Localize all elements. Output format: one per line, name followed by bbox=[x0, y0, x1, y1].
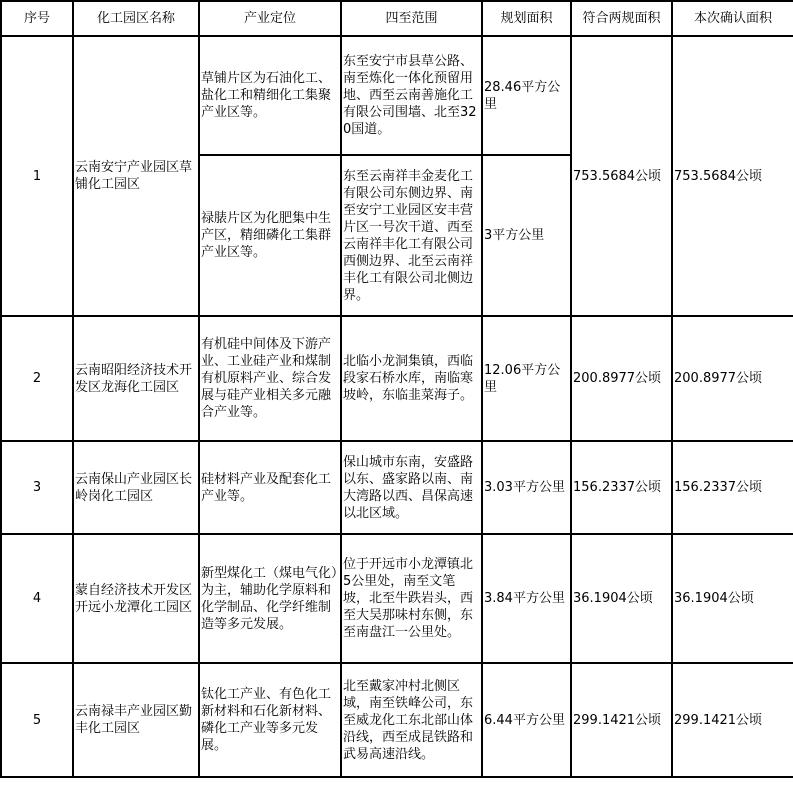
cell-compliant-area: 299.1421公顷 bbox=[571, 663, 672, 777]
header-boundary: 四至范围 bbox=[341, 1, 482, 36]
cell-park-name: 云南禄丰产业园区勤丰化工园区 bbox=[73, 663, 199, 777]
table-row bbox=[1, 36, 793, 155]
cell-positioning: 硅材料产业及配套化工产业等。 bbox=[199, 441, 341, 534]
cell-park-name: 蒙自经济技术开发区开远小龙潭化工园区 bbox=[73, 534, 199, 663]
cell-confirmed-area: 156.2337公顷 bbox=[672, 441, 793, 534]
header-index: 序号 bbox=[1, 1, 73, 36]
cell-confirmed-area: 299.1421公顷 bbox=[672, 663, 793, 777]
table-row bbox=[1, 441, 793, 534]
cell-positioning: 禄脿片区为化肥集中生产区，精细磷化工集群产业区等。 bbox=[199, 155, 341, 316]
cell-index: 3 bbox=[1, 441, 73, 534]
cell-compliant-area: 36.1904公顷 bbox=[571, 534, 672, 663]
cell-park-name: 云南保山产业园区长岭岗化工园区 bbox=[73, 441, 199, 534]
cell-positioning: 草铺片区为石油化工、盐化工和精细化工集聚产业区等。 bbox=[199, 36, 341, 155]
cell-planned-area: 28.46平方公里 bbox=[482, 36, 571, 155]
table-row bbox=[1, 663, 793, 777]
cell-park-name: 云南昭阳经济技术开发区龙海化工园区 bbox=[73, 316, 199, 441]
cell-boundary: 东至云南祥丰金麦化工有限公司东侧边界、南至安宁工业园区安丰营片区一号次干道、西至云南祥丰化工有限公司西侧边界、北至云南祥丰化工有限公司北侧边界。 bbox=[341, 155, 482, 316]
header-positioning: 产业定位 bbox=[199, 1, 341, 36]
cell-positioning: 有机硅中间体及下游产业、工业硅产业和煤制有机原料产业、综合发展与硅产业相关多元融合产业等。 bbox=[199, 316, 341, 441]
cell-boundary: 北至戴家冲村北侧区域，南至铁峰公司，东至威龙化工东北部山体沿线，西至成昆铁路和武易高速沿线。 bbox=[341, 663, 482, 777]
cell-compliant-area: 753.5684公顷 bbox=[571, 36, 672, 316]
cell-boundary: 保山城市东南，安盛路以东、盛家路以南、南大湾路以西、昌保高速以北区域。 bbox=[341, 441, 482, 534]
cell-index: 1 bbox=[1, 36, 73, 316]
cell-index: 2 bbox=[1, 316, 73, 441]
cell-planned-area: 6.44平方公里 bbox=[482, 663, 571, 777]
cell-planned-area: 3.84平方公里 bbox=[482, 534, 571, 663]
table-row bbox=[1, 534, 793, 663]
cell-park-name: 云南安宁产业园区草铺化工园区 bbox=[73, 36, 199, 316]
cell-index: 5 bbox=[1, 663, 73, 777]
cell-compliant-area: 156.2337公顷 bbox=[571, 441, 672, 534]
header-planned-area: 规划面积 bbox=[482, 1, 571, 36]
cell-compliant-area: 200.8977公顷 bbox=[571, 316, 672, 441]
header-park-name: 化工园区名称 bbox=[73, 1, 199, 36]
cell-confirmed-area: 36.1904公顷 bbox=[672, 534, 793, 663]
cell-boundary: 北临小龙洞集镇，西临段家石桥水库，南临寒坡岭，东临韭菜海子。 bbox=[341, 316, 482, 441]
cell-positioning: 钛化工产业、有色化工新材料和石化新材料、磷化工产业等多元发展。 bbox=[199, 663, 341, 777]
header-confirmed-area: 本次确认面积 bbox=[672, 1, 793, 36]
cell-planned-area: 12.06平方公里 bbox=[482, 316, 571, 441]
cell-boundary: 位于开远市小龙潭镇北5公里处，南至文笔坡，北至牛跌岩头，西至大吴那味村东侧，东至南盘江一公里处。 bbox=[341, 534, 482, 663]
header-row bbox=[1, 1, 793, 36]
cell-confirmed-area: 753.5684公顷 bbox=[672, 36, 793, 316]
cell-planned-area: 3.03平方公里 bbox=[482, 441, 571, 534]
cell-index: 4 bbox=[1, 534, 73, 663]
cell-confirmed-area: 200.8977公顷 bbox=[672, 316, 793, 441]
cell-positioning: 新型煤化工（煤电气化）为主，辅助化学原料和化学制品、化学纤维制造等多元发展。 bbox=[199, 534, 341, 663]
cell-boundary: 东至安宁市县草公路、南至炼化一体化预留用地、西至云南善施化工有限公司围墙、北至320国道。 bbox=[341, 36, 482, 155]
cell-planned-area: 3平方公里 bbox=[482, 155, 571, 316]
table-row bbox=[1, 316, 793, 441]
header-compliant-area: 符合两规面积 bbox=[571, 1, 672, 36]
